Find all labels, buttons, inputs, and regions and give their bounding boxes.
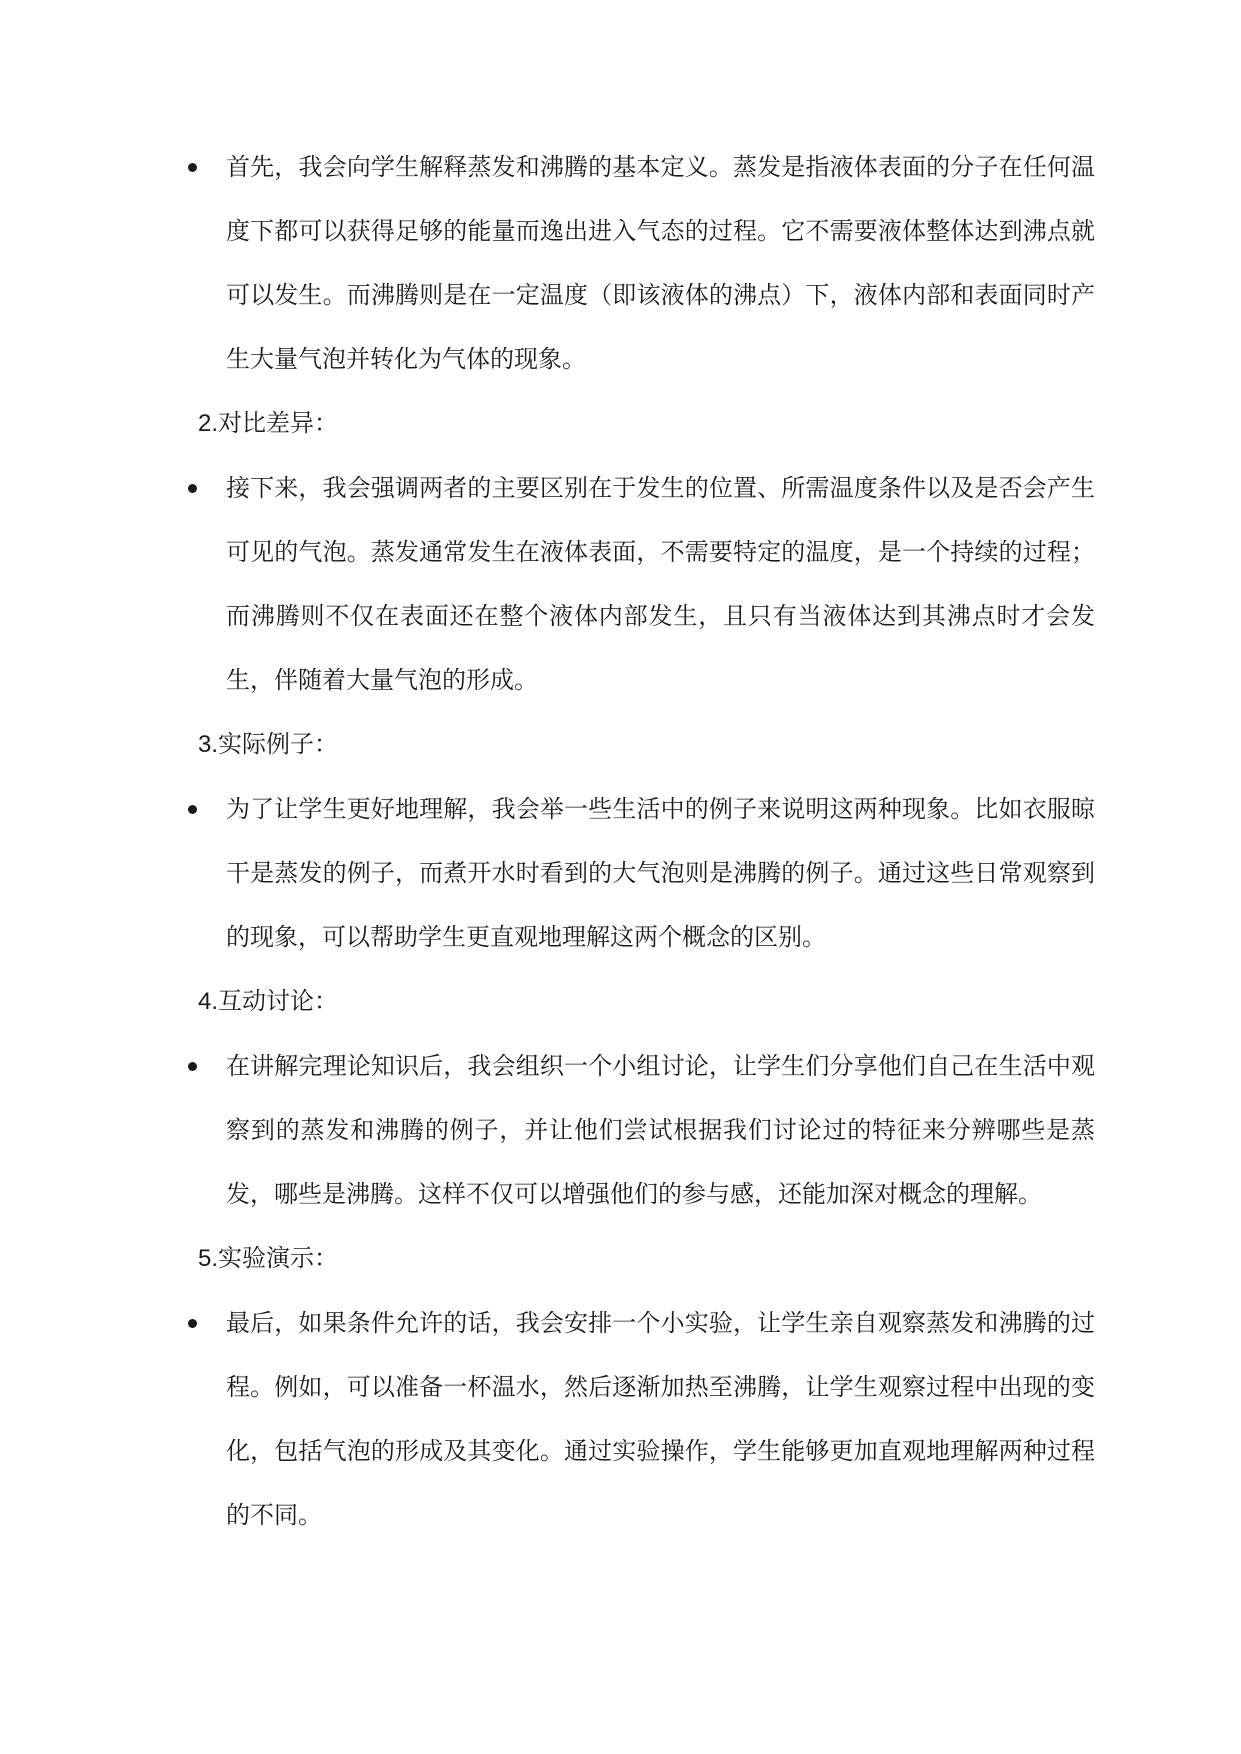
section-heading xyxy=(180,969,1095,1034)
heading-label: 对比差异： xyxy=(218,409,339,437)
heading-number: 2. xyxy=(198,410,219,437)
paragraph-text: 最后，如果条件允许的话，我会安排一个小实验，让学生亲自观察蒸发和沸腾的过程。例如，可以准备一杯温水，然后逐渐加热至沸腾，让学生观察过程中出现的变化，包括气泡的形成及其变化。通过实验操作，学生能够更加直观地理解两种过程的不同。 xyxy=(226,1309,1095,1529)
bullet-icon xyxy=(188,484,197,493)
heading-label: 互动讨论： xyxy=(218,987,339,1015)
paragraph-text: 为了让学生更好地理解，我会举一些生活中的例子来说明这两种现象。比如衣服晾干是蒸发的例子，而煮开水时看到的大气泡则是沸腾的例子。通过这些日常观察到的现象，可以帮助学生更直观地理解这两个概念的区别。 xyxy=(226,795,1095,951)
paragraph-text: 在讲解完理论知识后，我会组织一个小组讨论，让学生们分享他们自己在生活中观察到的蒸发和沸腾的例子，并让他们尝试根据我们讨论过的特征来分辨哪些是蒸发，哪些是沸腾。这样不仅可以增强他们的参与感，还能加深对概念的理解。 xyxy=(226,1052,1095,1208)
document-body xyxy=(180,135,1095,1547)
bullet-icon xyxy=(188,163,197,172)
bullet-icon xyxy=(188,1319,197,1328)
section-heading xyxy=(180,712,1095,777)
section-heading xyxy=(180,391,1095,456)
paragraph-text: 接下来，我会强调两者的主要区别在于发生的位置、所需温度条件以及是否会产生可见的气泡。蒸发通常发生在液体表面，不需要特定的温度，是一个持续的过程；而沸腾则不仅在表面还在整个液体内部发生，且只有当液体达到其沸点时才会发生，伴随着大量气泡的形成。 xyxy=(226,474,1095,694)
bullet-icon xyxy=(188,1062,197,1071)
heading-label: 实验演示： xyxy=(218,1244,339,1272)
bullet-paragraph xyxy=(180,456,1095,712)
bullet-paragraph xyxy=(180,777,1095,969)
bullet-paragraph xyxy=(180,1291,1095,1547)
bullet-paragraph xyxy=(180,135,1095,391)
heading-number: 3. xyxy=(198,731,219,758)
heading-number: 4. xyxy=(198,988,219,1015)
heading-number: 5. xyxy=(198,1245,219,1272)
paragraph-text: 首先，我会向学生解释蒸发和沸腾的基本定义。蒸发是指液体表面的分子在任何温度下都可以获得足够的能量而逸出进入气态的过程。它不需要液体整体达到沸点就可以发生。而沸腾则是在一定温度（即该液体的沸点）下，液体内部和表面同时产生大量气泡并转化为气体的现象。 xyxy=(226,153,1095,373)
heading-label: 实际例子： xyxy=(218,730,339,758)
bullet-paragraph xyxy=(180,1034,1095,1226)
section-heading xyxy=(180,1226,1095,1291)
bullet-icon xyxy=(188,805,197,814)
